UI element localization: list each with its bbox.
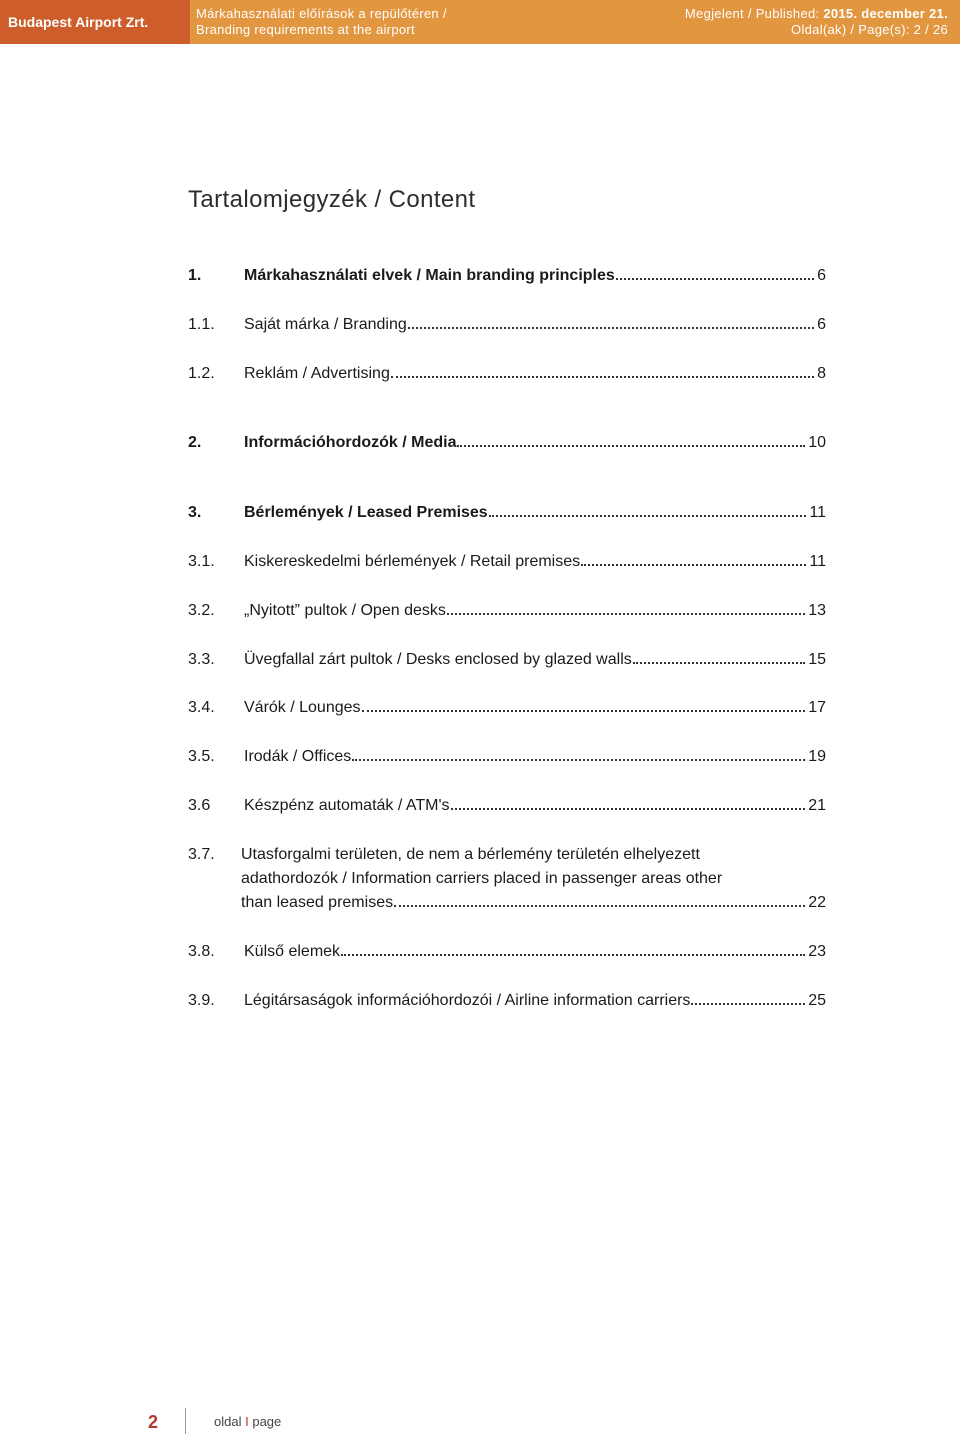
toc-title-line: than leased premises: [241, 894, 394, 911]
toc-number: 3.6: [188, 797, 211, 814]
toc-title: Üvegfallal zárt pultok / Desks enclosed by glazed walls: [244, 651, 632, 668]
toc-title: Várók / Lounges: [244, 699, 361, 716]
toc-page: 11: [809, 504, 826, 521]
toc-page: 23: [808, 943, 826, 960]
toc-number: 3.9.: [188, 992, 215, 1009]
toc-title-multiline: [241, 843, 826, 915]
toc-title: Reklám / Advertising: [244, 365, 390, 382]
document-meta: [685, 6, 948, 38]
toc-entry-3-7[interactable]: [188, 843, 826, 915]
toc-entry-1[interactable]: [188, 264, 826, 288]
toc-title-last-line: [241, 891, 826, 915]
page-footer: [0, 1400, 960, 1440]
toc-entry-3-3[interactable]: [188, 648, 826, 672]
toc-leader-dots: [362, 709, 806, 712]
toc-title-line: Utasforgalmi területen, de nem a bérlemény területén elhelyezett: [241, 846, 700, 863]
toc-entry-1-1[interactable]: [188, 313, 826, 337]
toc-page: 6: [817, 267, 826, 284]
toc-title: Légitársaságok információhordozói / Airline information carriers: [244, 992, 691, 1009]
toc-title: „Nyitott” pultok / Open desks: [244, 602, 446, 619]
toc-entry-1-2[interactable]: [188, 362, 826, 386]
toc-leader-dots: [394, 904, 805, 907]
document-title-hu: Márkahasználati előírások a repülőtéren /: [196, 6, 447, 21]
toc-leader-dots: [489, 514, 807, 517]
company-name: Budapest Airport Zrt.: [0, 0, 190, 44]
pages-value: 2 / 26: [913, 22, 948, 37]
toc-number: 1.2.: [188, 365, 215, 382]
published-label: Megjelent / Published:: [684, 6, 820, 21]
toc-page: 10: [808, 434, 826, 451]
toc-page: 8: [817, 365, 826, 382]
toc-title: Bérlemények / Leased Premises: [244, 504, 488, 521]
toc-page: 15: [808, 651, 826, 668]
toc-number: 3.1.: [188, 553, 215, 570]
toc-entry-3-8[interactable]: [188, 940, 826, 964]
toc-page: 22: [808, 894, 826, 911]
pages-label: Oldal(ak) / Page(s):: [791, 22, 910, 37]
toc-page: 19: [808, 748, 826, 765]
published-date: 2015. december 21.: [823, 6, 948, 21]
toc-leader-dots: [616, 277, 814, 280]
footer-label-separator: I: [245, 1414, 249, 1429]
toc-number: 3.5.: [188, 748, 215, 765]
footer-divider: [185, 1408, 186, 1434]
toc-page: 25: [808, 992, 826, 1009]
footer-label-hu: oldal: [214, 1414, 242, 1429]
toc-leader-dots: [447, 612, 805, 615]
toc-page: 13: [808, 602, 826, 619]
toc-entry-3-1[interactable]: [188, 550, 826, 574]
toc-title: Márkahasználati elvek / Main branding principles: [244, 267, 615, 284]
toc-leader-dots: [408, 326, 814, 329]
document-title: [196, 6, 447, 38]
toc-page: 11: [809, 553, 826, 570]
toc-page: 17: [808, 699, 826, 716]
toc-number: 3.4.: [188, 699, 215, 716]
toc-page: 21: [808, 797, 826, 814]
document-title-en: Branding requirements at the airport: [196, 22, 415, 37]
toc-number: 1.: [188, 267, 202, 284]
toc-entry-3-5[interactable]: [188, 745, 826, 769]
toc-title-line: adathordozók / Information carriers placed in passenger areas other: [241, 870, 723, 887]
toc-page: 6: [817, 316, 826, 333]
toc-leader-dots: [391, 375, 814, 378]
toc-entry-3-6[interactable]: [188, 794, 826, 818]
footer-page-label: [214, 1414, 281, 1429]
toc-number: 3.8.: [188, 943, 215, 960]
published-line: [685, 6, 948, 22]
toc-number: 2.: [188, 434, 202, 451]
page-header: [0, 0, 960, 44]
toc-title: Saját márka / Branding: [244, 316, 407, 333]
toc-entry-3-2[interactable]: [188, 599, 826, 623]
toc-entry-3[interactable]: [188, 501, 826, 525]
toc-title: Kiskereskedelmi bérlemények / Retail premises: [244, 553, 581, 570]
toc-entry-3-9[interactable]: [188, 989, 826, 1013]
toc-leader-dots: [633, 661, 805, 664]
toc-title: Irodák / Offices: [244, 748, 352, 765]
toc-title: Készpénz automaták / ATM's: [244, 797, 450, 814]
toc-number: 3.2.: [188, 602, 215, 619]
toc-entry-2[interactable]: [188, 431, 826, 455]
toc-number: 3.: [188, 504, 202, 521]
pages-line: [685, 22, 948, 38]
footer-label-en: page: [252, 1414, 282, 1429]
toc-leader-dots: [457, 444, 805, 447]
toc-title: Információhordozók / Media: [244, 434, 457, 451]
toc-leader-dots: [341, 953, 805, 956]
toc-leader-dots: [451, 807, 806, 810]
toc-leader-dots: [691, 1002, 805, 1005]
toc-leader-dots: [352, 758, 805, 761]
toc-heading: Tartalomjegyzék / Content: [188, 186, 476, 213]
footer-page-number: 2: [148, 1412, 159, 1432]
toc-entry-3-4[interactable]: [188, 696, 826, 720]
toc-number: 3.7.: [188, 846, 215, 863]
toc-title: Külső elemek: [244, 943, 341, 960]
toc-number: 1.1.: [188, 316, 215, 333]
toc-leader-dots: [581, 563, 806, 566]
toc-number: 3.3.: [188, 651, 215, 668]
